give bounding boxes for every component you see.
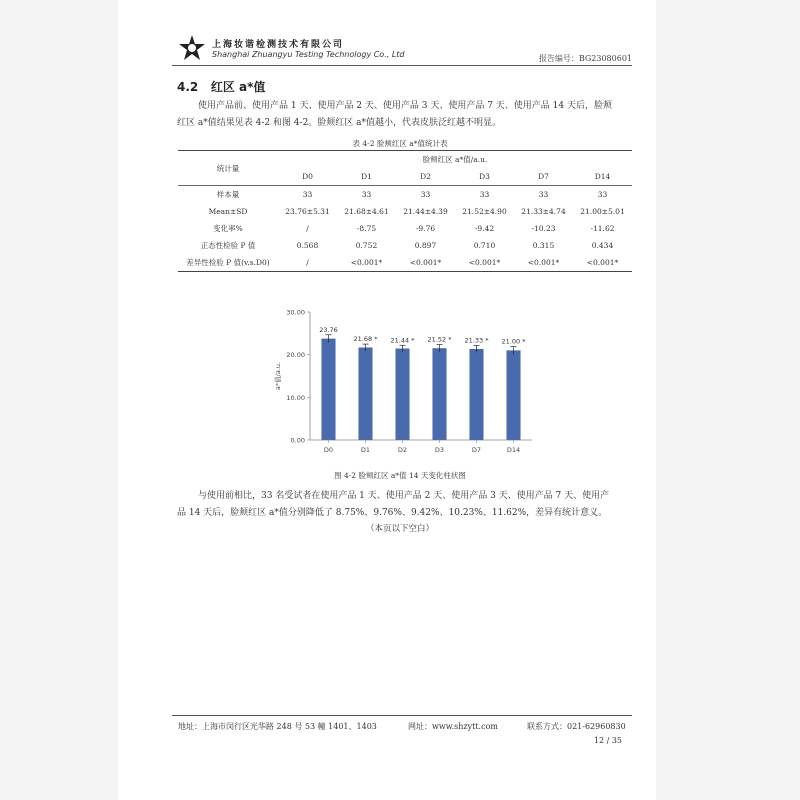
bar-chart: [270, 300, 540, 465]
table-cell: /: [306, 224, 309, 233]
footer-contact: 联系方式：021-62960830: [527, 722, 626, 731]
blank-page-note: （本页以下空白）: [365, 524, 434, 534]
intro-paragraph-line2: 红区 a*值结果见表 4-2 和图 4-2。脸颊红区 a*值越小，代表皮肤泛红越不明显。: [177, 118, 502, 128]
table-row-label: 正态性检验 P 值: [200, 241, 256, 250]
table-cell: <0.001*: [514, 254, 573, 272]
table-cell: 21.52±4.90: [462, 207, 507, 216]
x-tick-label: D1: [360, 446, 371, 454]
table-row-label: 差异性检验 P 值(v.s.D0): [178, 254, 278, 272]
stats-table: [178, 150, 632, 272]
table-group-header: 脸颊红区 a*值/a.u.: [278, 151, 632, 169]
table-cell: 33: [597, 190, 608, 199]
table-cell: 0.434: [591, 241, 614, 250]
x-tick-label: D2: [397, 446, 408, 454]
table-row-label: 样本量: [216, 190, 240, 199]
report-number: 报告编号：BG23080601: [538, 54, 632, 63]
footer-address: 地址：上海市闵行区光华路 248 号 53 幢 1401、1403: [178, 722, 377, 731]
table-cell: 33: [479, 190, 490, 199]
table-cell: <0.001*: [337, 254, 396, 272]
data-label: 23.76: [319, 325, 338, 334]
table-cell: <0.001*: [573, 254, 632, 272]
table-cell: 21.33±4.74: [521, 207, 566, 216]
table-cell: -11.62: [590, 224, 615, 233]
table-cell: 0.897: [414, 241, 437, 250]
table-caption: 表 4-2 脸颊红区 a*值统计表: [352, 139, 448, 148]
table-cell: 23.76±5.31: [285, 207, 330, 216]
table-cell: <0.001*: [455, 254, 514, 272]
table-row: [178, 254, 632, 272]
y-tick-label: 30.00: [286, 308, 305, 317]
section-heading: [177, 78, 265, 95]
x-tick-label: D7: [471, 446, 482, 454]
table-col-header: D2: [396, 168, 455, 186]
conclusion-line1: 与使用前相比，33 名受试者在使用产品 1 天、使用产品 2 天、使用产品 3 天、使用产品 7 天、使用产: [198, 491, 610, 501]
table-col-header: D14: [573, 168, 632, 186]
company-logo-icon: [178, 34, 206, 62]
table-cell: 33: [538, 190, 549, 199]
table-col-header: D0: [278, 168, 337, 186]
data-label: 21.00 *: [501, 337, 526, 346]
bar: [395, 349, 409, 440]
bar: [432, 348, 446, 440]
table-cell: -8.75: [356, 224, 377, 233]
section-number: 4.2: [177, 80, 199, 94]
data-label: 21.52 *: [427, 335, 452, 344]
table-col-header: D3: [455, 168, 514, 186]
table-row-label: Mean±SD: [208, 207, 248, 216]
table-row-label: 变化率%: [213, 224, 243, 233]
company-name-en: Shanghai Zhuangyu Testing Technology Co., Ltd: [212, 50, 405, 59]
conclusion-line2: 品 14 天后，脸颊红区 a*值分别降低了 8.75%、9.76%、9.42%、10.23%、11.62%，差异有统计意义。: [177, 508, 608, 518]
y-tick-label: 20.00: [286, 351, 305, 360]
table-cell: 0.710: [473, 241, 496, 250]
table-cell: 33: [420, 190, 431, 199]
x-tick-label: D3: [434, 446, 445, 454]
table-cell: 0.752: [355, 241, 378, 250]
bar: [469, 349, 483, 440]
bar: [321, 339, 335, 440]
table-col-header: D7: [514, 168, 573, 186]
table-row: [178, 237, 632, 254]
x-tick-label: D14: [506, 446, 521, 454]
table-cell: /: [278, 254, 337, 272]
table-cell: -10.23: [531, 224, 556, 233]
footer-divider: [172, 715, 632, 716]
intro-paragraph-line1: 使用产品前、使用产品 1 天、使用产品 2 天、使用产品 3 天、使用产品 7 天、使用产品 14 天后，脸颊: [198, 101, 612, 111]
data-label: 21.33 *: [464, 336, 489, 345]
bar: [506, 350, 520, 440]
table-cell: 33: [302, 190, 313, 199]
table-row: [178, 186, 632, 204]
x-tick-label: D0: [323, 446, 334, 454]
company-name-cn: 上海妆谐检测技术有限公司: [212, 40, 345, 50]
table-row-header: 统计量: [178, 151, 278, 186]
bar: [358, 347, 372, 440]
table-cell: -9.42: [474, 224, 495, 233]
table-cell: 21.00±5.01: [580, 207, 625, 216]
page-number: 12 / 35: [593, 736, 622, 745]
table-cell: 33: [361, 190, 372, 199]
y-tick-label: 0.00: [290, 436, 305, 445]
table-cell: 21.44±4.39: [403, 207, 448, 216]
table-col-header: D1: [337, 168, 396, 186]
data-label: 21.68 *: [353, 335, 378, 344]
table-cell: 0.568: [296, 241, 319, 250]
data-label: 21.44 *: [390, 336, 415, 345]
table-row: [178, 203, 632, 220]
table-cell: <0.001*: [396, 254, 455, 272]
section-title: 红区 a*值: [210, 80, 266, 94]
header-divider: [172, 65, 632, 66]
y-tick-label: 10.00: [286, 393, 305, 402]
table-cell: 21.68±4.61: [344, 207, 389, 216]
y-axis-label: a*值/a.u.: [274, 361, 282, 391]
figure-caption: 图 4-2 脸颊红区 a*值 14 天变化柱状图: [334, 471, 466, 480]
table-row: [178, 220, 632, 237]
table-cell: -9.76: [415, 224, 436, 233]
table-cell: 0.315: [532, 241, 555, 250]
footer-website: 网址：www.shzytt.com: [408, 722, 498, 731]
